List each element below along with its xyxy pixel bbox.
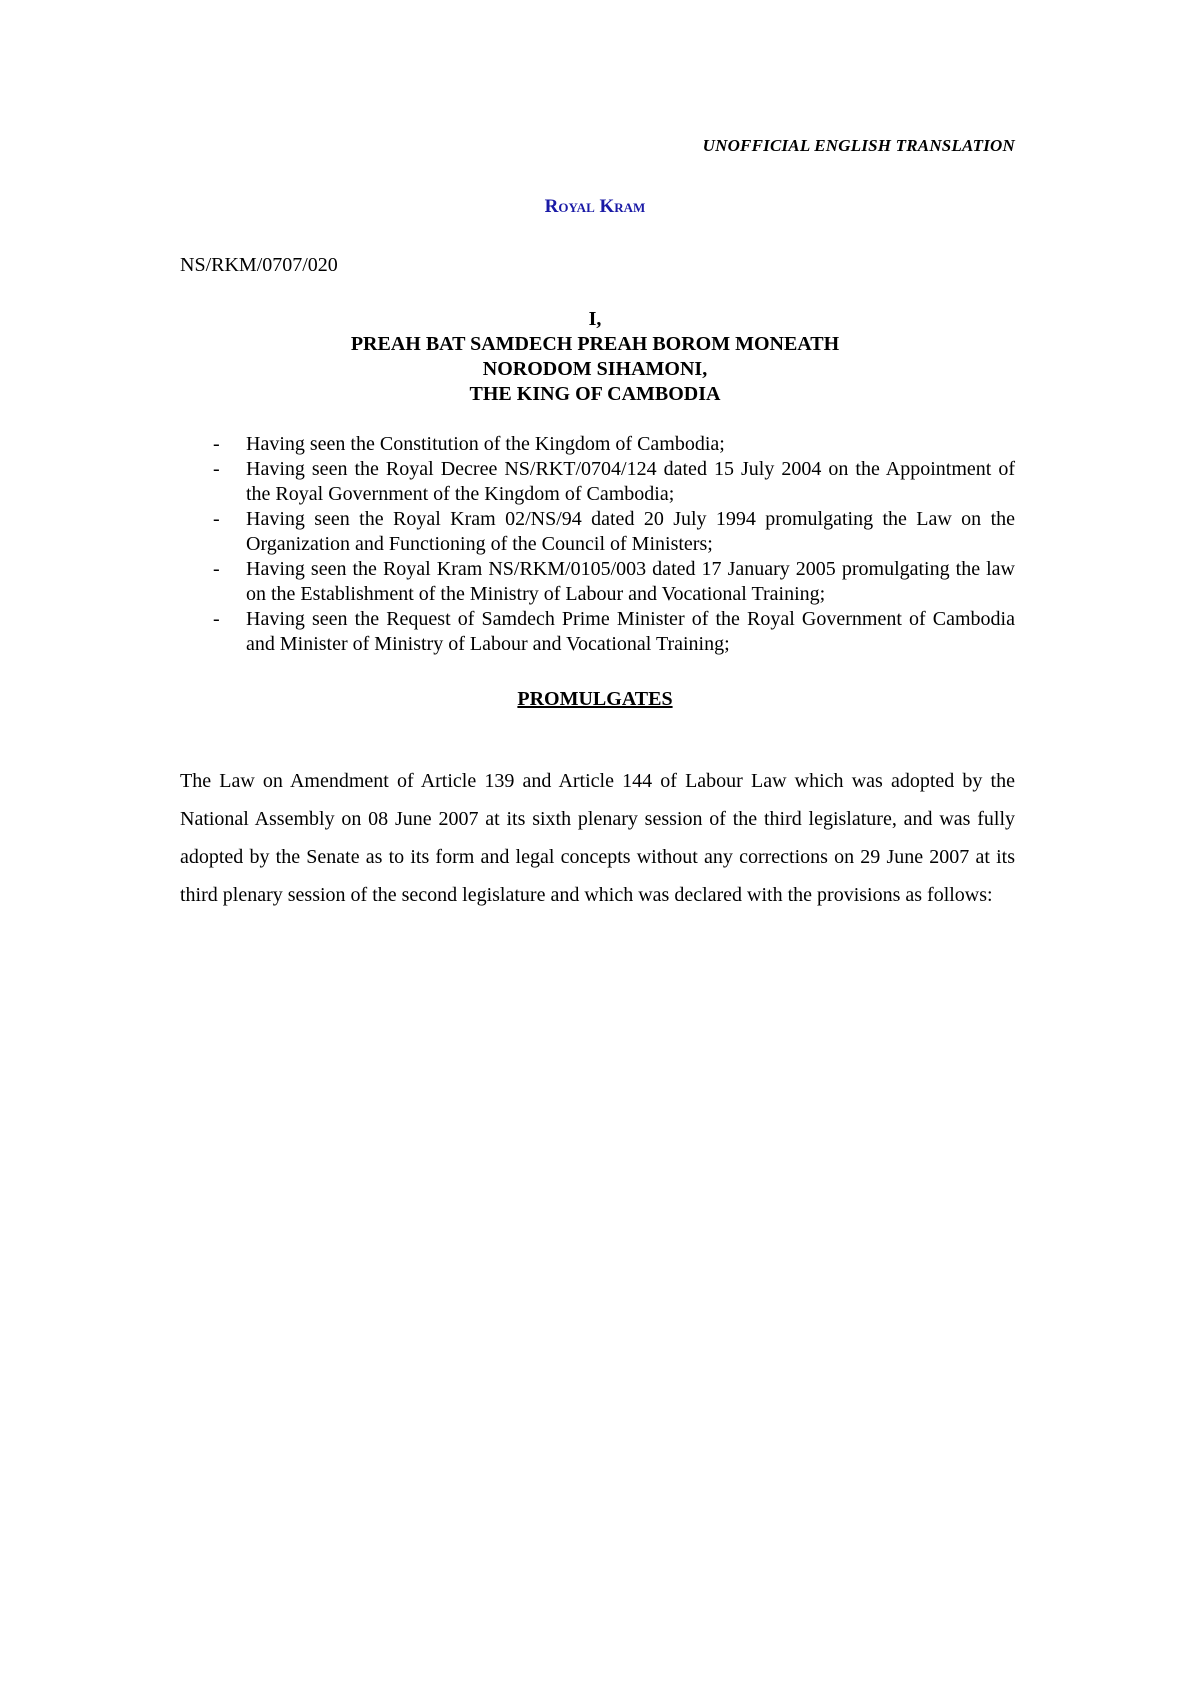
consideration-item: - Having seen the Request of Samdech Prime Minister of the Royal Government of Cambodia and Minister of Ministry of Labour and Vocational Training; <box>180 607 1015 657</box>
heading-line-2: PREAH BAT SAMDECH PREAH BOROM MONEATH <box>350 333 840 355</box>
translation-note: UNOFFICIAL ENGLISH TRANSLATION <box>702 136 1015 155</box>
royal-heading <box>0 307 1190 407</box>
heading-line-4: THE KING OF CAMBODIA <box>469 383 721 405</box>
body-paragraph: The Law on Amendment of Article 139 and Article 144 of Labour Law which was adopted by the National Assembly on 08 June 2007 at its sixth plenary session of the third legislature, and was fully adopted by the Senate as to its form and legal concepts without any corrections on 29 June 2007 at its third plenary session of the second legislature and which was declared with the provisions as follows: <box>180 770 1015 906</box>
promulgates-heading: PROMULGATES <box>517 688 673 710</box>
reference-number: NS/RKM/0707/020 <box>180 254 338 276</box>
consideration-item: - Having seen the Constitution of the Kingdom of Cambodia; <box>180 432 1015 457</box>
heading-line-3: NORODOM SIHAMONI, <box>482 358 708 380</box>
considerations-list <box>180 432 1015 657</box>
consideration-item: - Having seen the Royal Decree NS/RKT/0704/124 dated 15 July 2004 on the Appointment of the Royal Government of the Kingdom of Cambodia; <box>180 457 1015 507</box>
consideration-item: - Having seen the Royal Kram 02/NS/94 dated 20 July 1994 promulgating the Law on the Organization and Functioning of the Council of Ministers; <box>180 507 1015 557</box>
heading-line-1: I, <box>588 308 602 330</box>
consideration-item: - Having seen the Royal Kram NS/RKM/0105/003 dated 17 January 2005 promulgating the law on the Establishment of the Ministry of Labour and Vocational Training; <box>180 557 1015 607</box>
document-type-title: Royal Kram <box>544 196 646 217</box>
